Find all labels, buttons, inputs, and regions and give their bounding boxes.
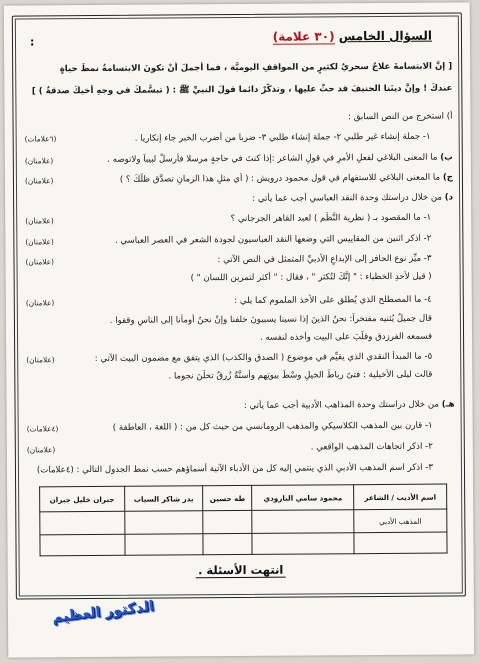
section-b-mark: (علامتان): [24, 156, 54, 166]
table-header-cell: بدر شاكر السياب: [124, 486, 203, 512]
e-question-1: ١- قارن بين المذهب الكلاسيكي والمذهب الرومانسي من حيث كل من : ( اللغة ، العاطفة ): [112, 420, 433, 433]
e-question-2-mark: (علامتان): [26, 445, 56, 455]
section-a-mark: (٦علامات): [24, 134, 57, 144]
exam-sheet: [4, 2, 475, 657]
e-question-1-mark: (٤علامات): [26, 424, 59, 434]
section-e-label: هـ): [441, 399, 455, 410]
question-title-score: (٣٠ علامة): [272, 29, 335, 44]
d-question-1-mark: (علامتان): [25, 216, 54, 226]
d-question-3: ٣- ميِّز نوع الحافز إلى الإبداعِ الأدبيِّ المتمثل في النص الآتي :: [217, 253, 432, 266]
table-cell: [252, 510, 354, 534]
d-question-5-mark: (علامتان): [26, 355, 55, 365]
table-cell: [203, 533, 252, 554]
table-cell: [354, 532, 447, 554]
d-question-5: ٥- ما المبدأ النقدي الذي يقيِّم في موضوع ( الصدق والكذب) الذي يتفق مع مضمون البيت الآتي :: [94, 351, 433, 365]
table-header-cell: محمود سامي البارودي: [252, 485, 354, 511]
table-header-cell: جبران خليل جبران: [40, 486, 125, 512]
d-question-2: ٢- اذكر اثنين من المقاييس التي وضعها النقد العباسيون لجودة الشعر في العصر العباسي .: [114, 233, 432, 246]
table-cell: [252, 533, 354, 555]
title-colon: :: [29, 35, 35, 49]
table-header-cell: اسم الأديب / الشاعر: [354, 484, 447, 510]
table-row: [40, 532, 447, 556]
authors-table: [39, 484, 447, 557]
question-title: [273, 29, 432, 44]
e-question-3: ٣- اذكر اسم المذهب الأدبي الذي ينتمي إليه كل من الأدباء الآتية أسماؤهم حسب نمط الجدول التالي : (٤علامات): [36, 462, 434, 476]
passage-line-2: عندكَ ! وإنَّ دينَنا الحنيفَ قد حثَّ عليها ، وتذكَّرْ دائما قولَ النبيِّ ﷺ : ( تبسُّمكَ في وجهِ أخيكَ صدقةٌ ) ]: [31, 83, 453, 97]
table-cell: [40, 534, 125, 556]
table-cell: [124, 511, 203, 535]
section-c-mark: (علامتان): [24, 176, 54, 186]
d-question-4-note: فسمعه الفرزدق وقلّبَ على البيت وأخذه لنفسه .: [259, 331, 433, 343]
d-question-4-mark: (علامتان): [25, 298, 55, 308]
d-question-4: ٤- ما المصطلح الذي يُطلق على الأخذ الملموم كما يلي :: [234, 294, 432, 307]
table-header-cell: طه حسين: [203, 485, 252, 510]
table-row: [40, 509, 447, 535]
section-b-text: ما المعنى البلاغي لفعلِ الأمرِ في قولِ الشاعر :إذا كنتَ في حاجةٍ مرسلا فأرسلْ لبيباً ولاتوصه .: [107, 152, 438, 165]
d-question-3-quote: ( قيل لأحدِ الخطباء : " إنَّكَ لتُكثر " ، فقال : " أكثر لتمرين اللسان " ): [190, 271, 432, 284]
table-cell: [40, 511, 125, 535]
d-question-3-mark: (علامتان): [25, 257, 55, 267]
e-question-2: ٢- اذكر اتجاهات المذهب الواقعي .: [310, 441, 433, 453]
section-d-intro: من خلال دراستك وحدة النقد العباسي أجب عما يأتي :: [252, 192, 443, 204]
passage-line-1: [ إنَّ الابتسامةَ علاجٌ سحريٌ لكثيرٍ من المواقفِ اليوميَّة ، فما أجملَ أنْ تكونَ الابتسامةُ نمطَ حياةٍ: [59, 61, 453, 75]
section-d-label: د): [444, 192, 454, 203]
table-cell: [125, 534, 204, 556]
section-a-text: استخرج من النص السابق :: [348, 111, 445, 123]
d-question-4-verse: قال جميلٌ يُثنيه مفتخراً: نحنُ الذينَ إذا نسينا يسبيونَ خلفنا وإنْ نحنُ أومأنا إلى الناسِ وقفوا .: [109, 313, 432, 326]
table-header-row: [40, 484, 447, 512]
d-question-5-verse: قالت ليلى الأخيلية : فتىً رباطُ الخيلِ وسْطَ بيوتِهم وأسنَّةٌ زُرقٌ تخلْنَ نجوما .: [168, 369, 433, 382]
section-a-item: ١- جملة إنشاء غير طلبي ٢- جملة إنشاء طلبي ٣- ضربا من أضرب الخبر جاء إنكاريا .: [134, 131, 431, 144]
d-question-1: ١- ما المقصود بـ ( نظرية النَّظْم ) لعبد القاهر الجرجاني ؟: [230, 212, 432, 225]
section-b-label: ب): [440, 152, 453, 163]
table-cell: [203, 510, 252, 533]
question-title-label: السؤال الخامس: [338, 28, 432, 44]
stamp-text: الدكتور العظيم: [51, 598, 155, 626]
section-a-label: أ): [446, 111, 453, 122]
end-text: انتهت الأسئلة .: [196, 563, 285, 579]
section-e-intro: من خلال دراستك وحدة المذاهب الأدبية أجب عما يأتي :: [243, 399, 439, 411]
table-row-label: المذهب الأدبي: [354, 509, 447, 533]
section-c-text: ما المعنى البلاغي للاستفهام في قول محمود درويش : ( أي مثلِ هذا الزمانِ تصدَّق ظلّكَ ؟ ): [119, 172, 441, 185]
d-question-2-mark: (علامتان): [25, 237, 54, 247]
section-c-label: ج): [442, 172, 453, 183]
